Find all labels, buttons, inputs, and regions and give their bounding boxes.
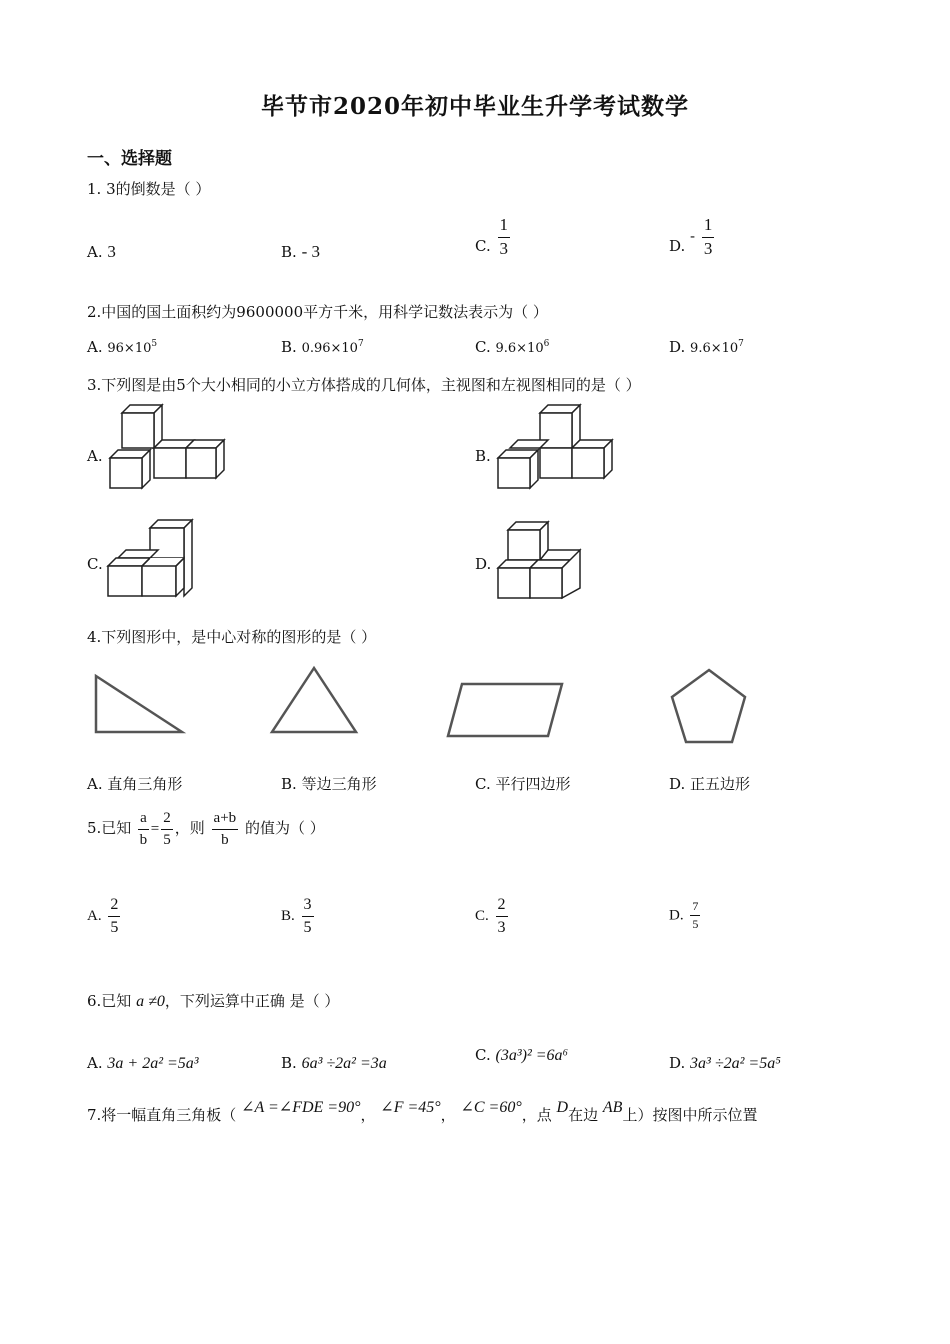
- denominator: 3: [497, 918, 506, 936]
- option-math: (3a³)² =6a⁶: [495, 1047, 569, 1064]
- option-value: 3: [107, 242, 116, 261]
- option-label: A.: [87, 243, 103, 261]
- option-label: B.: [281, 908, 295, 925]
- option-math: 3a + 2a² =5a³: [107, 1055, 199, 1072]
- option-label: B.: [281, 338, 297, 356]
- segment-math: AB: [602, 1099, 623, 1116]
- fraction-two-fifths: [161, 810, 173, 848]
- q5-option-d[interactable]: [669, 900, 702, 931]
- option-label: D.: [669, 338, 686, 356]
- q4-option-a[interactable]: [87, 773, 182, 794]
- option-label: D.: [669, 237, 686, 256]
- fraction: [690, 900, 700, 931]
- pentagon-shape: [672, 670, 745, 742]
- option-label: C.: [475, 775, 491, 793]
- q5-option-a[interactable]: [87, 896, 122, 936]
- equals-sign: =: [150, 821, 160, 837]
- numerator: 7: [690, 900, 700, 916]
- option-label: D.: [669, 907, 684, 924]
- option-math: 6a³ ÷2a² =3a: [301, 1055, 387, 1072]
- denominator: 5: [303, 918, 312, 936]
- fraction: [302, 896, 314, 936]
- numerator: 2: [108, 896, 120, 917]
- exponent: 7: [738, 339, 744, 349]
- denominator: 3: [499, 238, 508, 258]
- option-math: 3a³ ÷2a² =5a⁵: [690, 1055, 781, 1072]
- exponent: 7: [357, 339, 364, 349]
- stem-text: 7.将一幅直角三角板（: [87, 1106, 237, 1124]
- question-1-stem: 1. 3的倒数是（ ）: [87, 180, 211, 198]
- option-label: C.: [475, 338, 491, 356]
- cube-figure-c: [108, 520, 192, 596]
- q4-option-b[interactable]: [281, 773, 377, 794]
- fraction: [496, 896, 508, 936]
- stem-text: 的值为（ ）: [244, 819, 325, 837]
- denominator: 5: [110, 918, 119, 936]
- numerator: 3: [302, 896, 314, 917]
- option-label: C.: [475, 1046, 491, 1064]
- stem-text: 上）按图中所示位置: [622, 1106, 758, 1124]
- question-3-stem: 3.下列图是由5个大小相同的小立方体搭成的几何体，主视图和左视图相同的是（ ）: [87, 376, 641, 394]
- stem-text: 在边: [568, 1106, 599, 1124]
- minus-sign: -: [690, 227, 696, 246]
- option-value: 9.6×10: [690, 341, 739, 356]
- option-value: 96×10: [107, 341, 152, 356]
- q3-option-c-label[interactable]: C.: [87, 555, 103, 573]
- fraction: [108, 896, 120, 936]
- page-title: 毕节市2020年初中毕业生升学考试数学: [260, 93, 689, 120]
- q3-option-d-label[interactable]: D.: [475, 555, 492, 573]
- point-math: D: [556, 1099, 569, 1116]
- option-value: 0.96×10: [301, 341, 358, 356]
- option-label: A.: [87, 338, 103, 356]
- q6-option-c[interactable]: [475, 1046, 568, 1065]
- q4-option-d[interactable]: [669, 773, 750, 794]
- exponent: 6: [543, 339, 550, 349]
- option-label: A.: [87, 1054, 103, 1072]
- option-label: A.: [87, 908, 102, 925]
- right-triangle-shape: [96, 676, 182, 732]
- question-4-stem: 4.下列图形中，是中心对称的图形的是（ ）: [87, 628, 377, 646]
- option-text: 正五边形: [690, 775, 751, 793]
- q5-option-b[interactable]: [281, 896, 316, 936]
- cube-figure-a: [110, 405, 224, 488]
- option-label: C.: [475, 237, 491, 256]
- numerator: 1: [498, 216, 511, 238]
- stem-text: ，: [440, 1106, 456, 1124]
- angle-condition-math: ∠A =∠FDE =90°: [241, 1099, 361, 1116]
- stem-text: ，下列运算中正确 是（ ）: [164, 992, 340, 1010]
- fraction-a-plus-b-over-b: [212, 810, 239, 848]
- denominator: 3: [703, 238, 713, 258]
- numerator: 2: [161, 810, 173, 830]
- exponent: 5: [151, 339, 158, 349]
- fraction-a-over-b: [138, 810, 149, 848]
- stem-text: ，: [360, 1106, 376, 1124]
- option-text: 等边三角形: [301, 775, 377, 793]
- angle-condition-math: ∠C =60°: [460, 1099, 522, 1116]
- option-label: B.: [281, 1054, 297, 1072]
- q6-option-b[interactable]: [281, 1054, 387, 1073]
- equilateral-triangle-shape: [272, 668, 356, 732]
- stem-text: ，点: [521, 1106, 552, 1124]
- option-label: B.: [281, 243, 297, 261]
- numerator: 1: [702, 216, 715, 238]
- question-7-stem: [87, 1099, 758, 1125]
- option-value: 9.6×10: [495, 341, 544, 356]
- cube-figure-b: [498, 405, 612, 488]
- option-label: D.: [669, 1054, 686, 1072]
- option-label: D.: [669, 775, 686, 793]
- option-label: A.: [87, 775, 103, 793]
- denominator: 5: [163, 831, 171, 848]
- q3-option-a-label[interactable]: A.: [87, 447, 103, 465]
- stem-text: 5.已知: [87, 819, 132, 837]
- q6-option-a[interactable]: [87, 1054, 199, 1073]
- option-label: C.: [475, 908, 489, 925]
- denominator: b: [139, 831, 148, 848]
- option-text: 平行四边形: [495, 775, 571, 793]
- denominator: 5: [692, 917, 699, 932]
- cube-figure-d: [498, 522, 580, 598]
- q5-option-c[interactable]: [475, 896, 510, 936]
- angle-condition-math: ∠F =45°: [380, 1099, 441, 1116]
- option-label: B.: [281, 775, 297, 793]
- stem-text: 6.已知: [87, 992, 132, 1010]
- option-text: 直角三角形: [107, 775, 183, 793]
- q4-option-c[interactable]: [475, 773, 571, 794]
- question-5-stem: [87, 810, 325, 848]
- question-2-stem: 2.中国的国土面积约为9600000平方千米，用科学记数法表示为（ ）: [87, 303, 548, 321]
- q3-option-b-label[interactable]: B.: [475, 447, 491, 465]
- numerator: a+b: [212, 810, 239, 830]
- parallelogram-shape: [448, 684, 562, 736]
- numerator: a: [138, 810, 149, 830]
- condition-math: a ≠0: [136, 993, 165, 1010]
- option-value: - 3: [301, 242, 320, 261]
- numerator: 2: [496, 896, 508, 917]
- denominator: b: [221, 831, 229, 848]
- section-heading-choice: 一、选择题: [87, 149, 172, 169]
- question-6-stem: [87, 990, 339, 1011]
- q6-option-d[interactable]: [669, 1054, 781, 1073]
- stem-text: ，则: [174, 819, 205, 837]
